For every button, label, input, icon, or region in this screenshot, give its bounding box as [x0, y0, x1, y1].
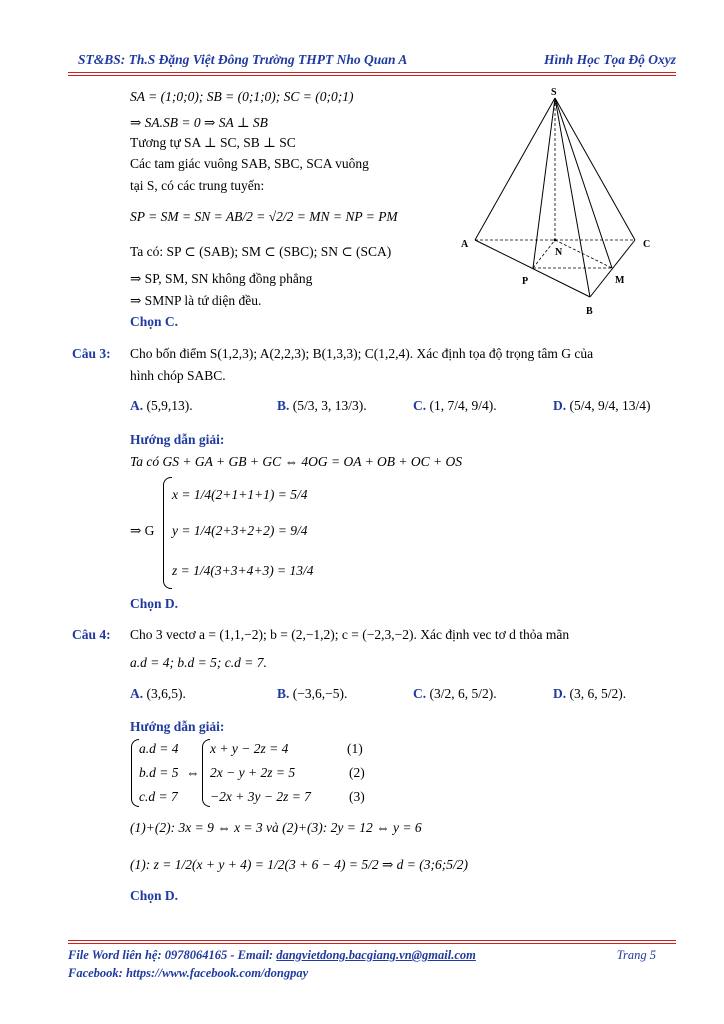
top-line-5: tại S, có các trung tuyến: — [130, 178, 265, 193]
edge-sa — [475, 98, 555, 240]
q4-eq-1: a.d = 4 — [139, 741, 179, 756]
q3-guide-heading: Hướng dẫn giải: — [130, 432, 225, 447]
edge-cb — [590, 240, 635, 297]
footer-line-1 — [68, 948, 676, 963]
label-m: M — [615, 275, 625, 286]
q3-z: z = 1/4(3+3+4+3) = 13/4 — [172, 563, 314, 578]
q3-step-1: Ta có GS + GA + GB + GC ⇔ 4OG = OA + OB + OC + OS — [130, 454, 463, 469]
edge-sb — [555, 98, 590, 297]
q3-option-d-label: D. — [553, 398, 567, 413]
q4-option-c-value: (3/2, 6, 5/2). — [429, 686, 497, 701]
q4-sys-1: x + y − 2z = 4 — [210, 741, 289, 756]
point-n — [554, 239, 557, 242]
q3-y: y = 1/4(2+3+2+2) = 9/4 — [172, 523, 308, 538]
q4-option-d-label: D. — [553, 686, 567, 701]
q3-option-b-label: B. — [277, 398, 290, 413]
top-line-8: ⇒ SP, SM, SN không đồng phẳng — [130, 271, 313, 286]
page-header — [68, 52, 676, 70]
q4-option-b-label: B. — [277, 686, 290, 701]
q4-option-d-value: (3, 6, 5/2). — [569, 686, 627, 701]
header-right: Hình Học Tọa Độ Oxyz — [543, 52, 676, 67]
label-n: N — [555, 247, 563, 258]
q4-guide-heading: Hướng dẫn giải: — [130, 719, 225, 734]
footer-rule — [68, 940, 676, 941]
q4-brace-right — [202, 739, 210, 807]
q3-x: x = 1/4(2+1+1+1) = 5/4 — [172, 487, 308, 502]
q4-option-a-value: (3,6,5). — [146, 686, 186, 701]
footer-rule-2 — [68, 943, 676, 944]
q3-option-b[interactable] — [277, 397, 367, 415]
top-line-9: ⇒ SMNP là tứ diện đều. — [130, 293, 262, 308]
q4-stem-1: Cho 3 vectơ a = (1,1,−2); b = (2,−1,2); c = (−2,3,−2). Xác định vec tơ d thỏa mãn — [130, 627, 570, 642]
top-line-6: SP = SM = SN = AB/2 = √2/2 = MN = NP = PM — [130, 209, 398, 224]
q3-label: Câu 3: — [72, 346, 111, 361]
q4-step-1: (1)+(2): 3x = 9 ⇔ x = 3 và (2)+(3): 2y = 12 ⇔ y = 6 — [130, 820, 422, 835]
top-line-3: Tương tự SA ⊥ SC, SB ⊥ SC — [130, 135, 296, 150]
q3-brace — [163, 477, 172, 589]
q3-stem-2: hình chóp SABC. — [130, 368, 226, 383]
q4-option-b-value: (−3,6,−5). — [292, 686, 348, 701]
q4-sys-3: −2x + 3y − 2z = 7 — [210, 789, 311, 804]
footer-facebook[interactable]: Facebook: https://www.facebook.com/dongpay — [68, 966, 309, 980]
q4-sys-2: 2x − y + 2z = 5 — [210, 765, 296, 780]
q4-label: Câu 4: — [72, 627, 111, 642]
label-p: P — [522, 276, 529, 287]
top-line-2: ⇒ SA.SB = 0 ⇒ SA ⊥ SB — [130, 115, 268, 130]
q4-option-c-label: C. — [413, 686, 427, 701]
q4-option-b[interactable] — [277, 685, 347, 703]
q3-option-c[interactable] — [413, 397, 497, 415]
page-number: Trang 5 — [616, 948, 656, 962]
q4-equiv: ⇔ — [186, 765, 200, 780]
q3-option-a-value: (5,9,13). — [146, 398, 193, 413]
pyramid-figure — [455, 85, 660, 320]
q4-num-2: (2) — [349, 765, 365, 780]
q3-option-c-label: C. — [413, 398, 427, 413]
footer-contact: File Word liên hệ: 0978064165 - Email: — [68, 948, 277, 962]
header-left: ST&BS: Th.S Đặng Việt Đông Trường THPT Nho Quan A — [78, 52, 408, 67]
q4-option-a[interactable] — [130, 685, 186, 703]
q3-answer: Chọn D. — [130, 596, 179, 611]
edge-ab — [475, 240, 590, 297]
q3-option-c-value: (1, 7/4, 9/4). — [429, 398, 497, 413]
q4-answer: Chọn D. — [130, 888, 179, 903]
label-b: B — [586, 306, 593, 317]
q4-option-c[interactable] — [413, 685, 497, 703]
label-s: S — [551, 87, 557, 98]
q4-brace-left — [131, 739, 139, 807]
label-c: C — [643, 239, 651, 250]
top-line-4: Các tam giác vuông SAB, SBC, SCA vuông — [130, 156, 369, 171]
q3-implies-g: ⇒ G — [130, 523, 155, 538]
label-a: A — [461, 239, 469, 250]
q3-stem-1: Cho bốn điểm S(1,2,3); A(2,2,3); B(1,3,3); C(1,2,4). Xác định tọa độ trọng tâm G của — [130, 346, 594, 361]
q4-eq-3: c.d = 7 — [139, 789, 178, 804]
q4-step-2: (1): z = 1/2(x + y + 4) = 1/2(3 + 6 − 4) = 5/2 ⇒ d = (3;6;5/2) — [130, 857, 469, 872]
q3-option-d[interactable] — [553, 397, 651, 415]
q3-option-b-value: (5/3, 3, 13/3). — [292, 398, 367, 413]
q4-eq-2: b.d = 5 — [139, 765, 179, 780]
q4-option-d[interactable] — [553, 685, 626, 703]
q4-num-1: (1) — [347, 741, 363, 756]
q3-option-a-label: A. — [130, 398, 144, 413]
top-line-7: Ta có: SP ⊂ (SAB); SM ⊂ (SBC); SN ⊂ (SCA) — [130, 244, 392, 259]
top-line-1: SA = (1;0;0); SB = (0;1;0); SC = (0;0;1) — [130, 89, 354, 104]
q4-option-a-label: A. — [130, 686, 144, 701]
q4-num-3: (3) — [349, 789, 365, 804]
header-rule-2 — [68, 75, 676, 76]
q3-option-a[interactable] — [130, 397, 193, 415]
header-rule — [68, 72, 676, 73]
q4-stem-2: a.d = 4; b.d = 5; c.d = 7. — [130, 655, 267, 670]
top-answer: Chọn C. — [130, 314, 179, 329]
edge-nm-hidden — [555, 240, 612, 268]
q3-option-d-value: (5/4, 9/4, 13/4) — [569, 398, 651, 413]
footer-email-link[interactable]: dangvietdong.bacgiang.vn@gmail.com — [276, 948, 476, 962]
edge-sp — [533, 98, 555, 268]
